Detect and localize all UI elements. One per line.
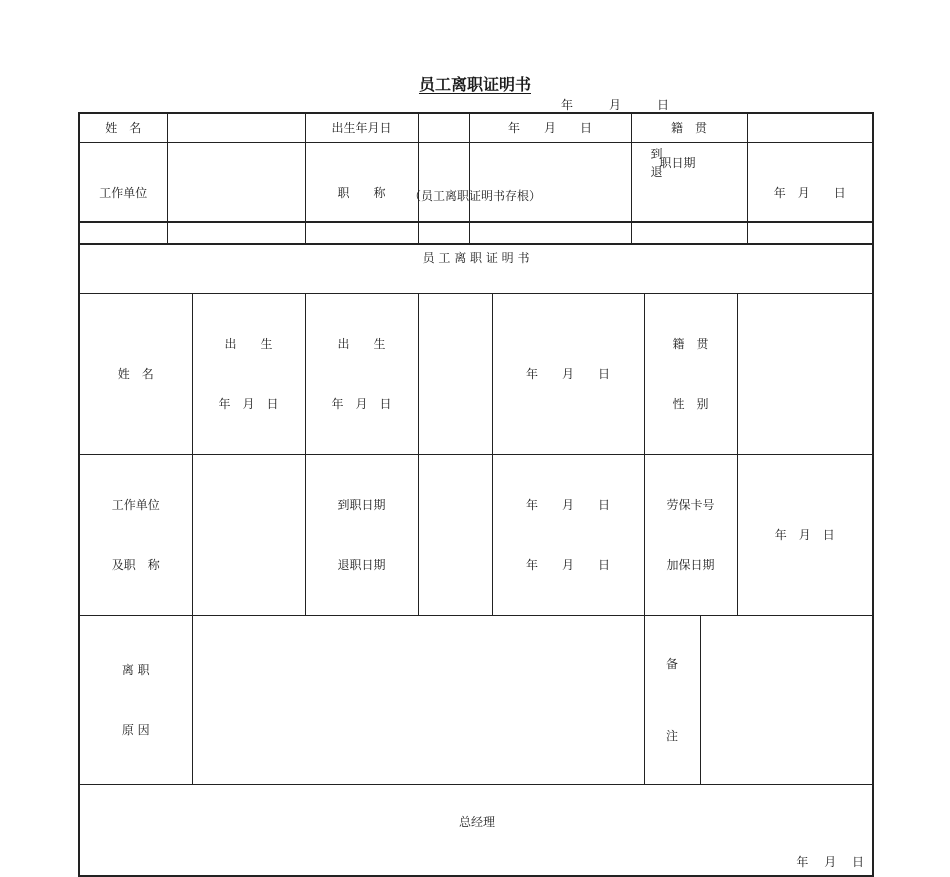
cert-birth-label-b-line1: 出 生 xyxy=(337,336,386,351)
cert-join-leave-labels xyxy=(305,454,418,615)
cert-join-date-value: 年 月 日 xyxy=(525,497,610,512)
cert-birth-label-b xyxy=(305,293,418,454)
cert-remark-label-line2: 注 xyxy=(665,728,678,743)
cert-birth-label-a-line1: 出 生 xyxy=(224,336,273,351)
cert-unit-label-line1: 工作单位 xyxy=(111,497,160,512)
cert-remark-labels xyxy=(644,615,700,784)
stub-name-field[interactable] xyxy=(167,113,305,142)
cert-birth-label-b-line2: 年 月 日 xyxy=(331,396,392,411)
cert-reason-field[interactable] xyxy=(192,615,644,784)
cert-sign-date: 年 月 日 xyxy=(796,854,865,869)
cert-title: 员 工 离 职 证 明 书 xyxy=(79,222,873,293)
cert-unit-labels xyxy=(79,454,192,615)
cert-reason-label-line1: 离 职 xyxy=(121,662,150,677)
stub-title: 员工离职证明书 xyxy=(418,75,531,94)
cert-signature-area xyxy=(79,784,873,876)
cert-join-date-label: 到职日期 xyxy=(337,497,386,512)
stub-native-label: 籍 贯 xyxy=(631,113,747,142)
cert-native-gender-field[interactable] xyxy=(737,293,873,454)
stub-job-title-label: 职 称 xyxy=(305,142,418,244)
cert-leave-date-label: 退职日期 xyxy=(337,557,386,572)
stub-name-label: 姓 名 xyxy=(79,113,167,142)
cert-reason-labels xyxy=(79,615,192,784)
stub-leave-prefix: 退 xyxy=(650,164,663,179)
cert-name-label: 姓 名 xyxy=(79,293,192,454)
cert-join-leave-field[interactable] xyxy=(418,454,492,615)
stub-birth-date: 年 月 日 xyxy=(469,113,631,142)
cert-manager-label: 总经理 xyxy=(458,814,495,829)
cert-remark-field[interactable] xyxy=(700,615,873,784)
cert-birth-label-a xyxy=(192,293,305,454)
cert-unit-field[interactable] xyxy=(192,454,305,615)
cert-labor-card-label: 劳保卡号 xyxy=(666,497,715,512)
cert-leave-date-value: 年 月 日 xyxy=(525,557,610,572)
cert-reason-label-line2: 原 因 xyxy=(121,722,150,737)
stub-unit-label: 工作单位 xyxy=(79,142,167,244)
stub-date-line: 年 月 日 xyxy=(561,98,670,112)
stub-join-date-value: 年 月 日 xyxy=(747,142,873,244)
cert-birth-field[interactable] xyxy=(418,293,492,454)
cert-insurance-date-label: 加保日期 xyxy=(666,557,715,572)
cert-insurance-date-value: 年 月 日 xyxy=(737,454,873,615)
cert-remark-label-line1: 备 xyxy=(665,656,678,671)
cert-gender-label: 性 别 xyxy=(672,396,709,411)
stub-birth-label: 出生年月日 xyxy=(305,113,418,142)
cert-native-label: 籍 贯 xyxy=(672,336,709,351)
stub-native-field[interactable] xyxy=(747,113,873,142)
cert-table xyxy=(78,221,874,877)
cert-join-leave-values xyxy=(492,454,644,615)
cert-labor-labels xyxy=(644,454,737,615)
stub-note: （员工离职证明书存根） xyxy=(408,189,541,203)
cert-unit-label-line2: 及职 称 xyxy=(111,557,160,572)
stub-arrive-prefix: 到 xyxy=(650,146,663,161)
cert-birth-label-a-line2: 年 月 日 xyxy=(218,396,279,411)
stub-join-date-label: 职日期 xyxy=(659,155,696,170)
stub-birth-field[interactable] xyxy=(418,113,469,142)
cert-birth-date: 年 月 日 xyxy=(492,293,644,454)
cert-native-gender-labels xyxy=(644,293,737,454)
